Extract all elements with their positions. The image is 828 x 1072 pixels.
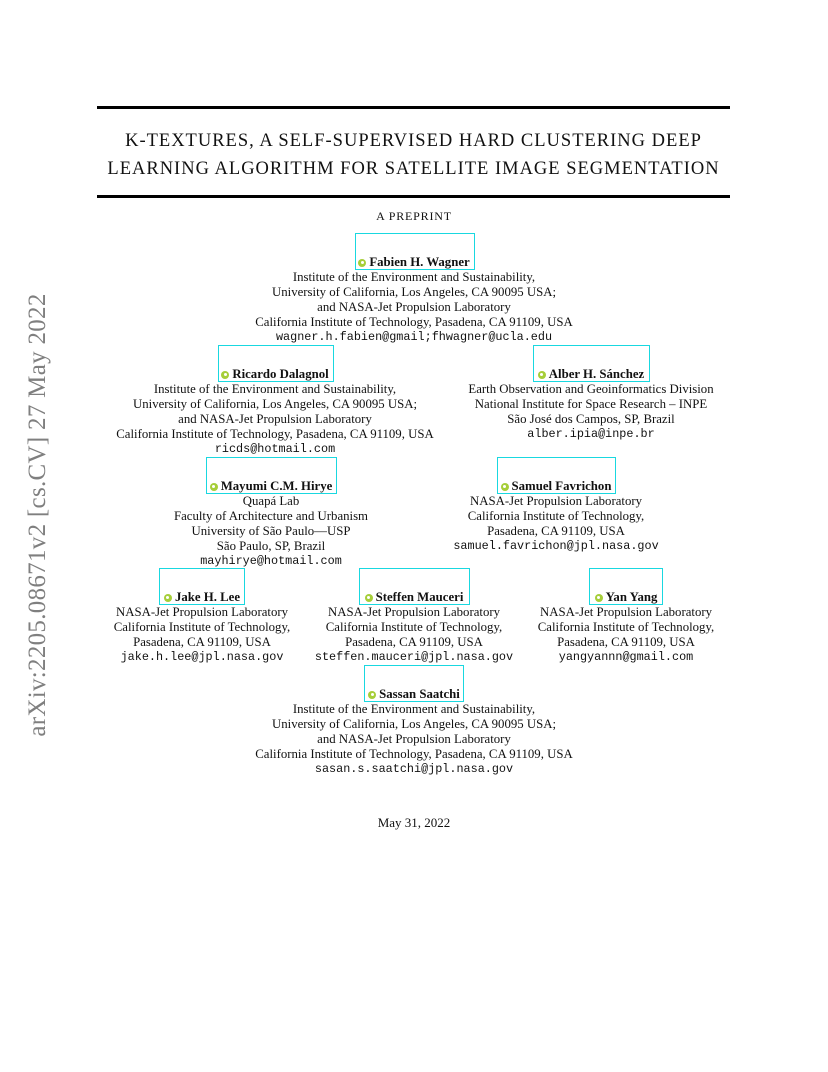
author-name: Sassan Saatchi — [379, 687, 460, 701]
affiliation-line: Earth Observation and Geoinformatics Division — [468, 382, 714, 396]
arxiv-identifier: arXiv:2205.08671v2 [cs.CV] 27 May 2022 — [24, 293, 51, 737]
orcid-icon[interactable] — [358, 259, 366, 267]
affiliation-line: Quapá Lab — [242, 494, 300, 508]
author-block-saatchi — [214, 687, 614, 777]
orcid-icon[interactable] — [538, 371, 546, 379]
orcid-icon[interactable] — [365, 594, 373, 602]
affiliation-line: and NASA-Jet Propulsion Laboratory — [317, 732, 511, 746]
author-email[interactable]: wagner.h.fabien@gmail;fhwagner@ucla.edu — [275, 330, 553, 344]
affiliation-line: NASA-Jet Propulsion Laboratory — [469, 494, 643, 508]
author-block-hirye — [126, 479, 416, 569]
affiliation-line: California Institute of Technology, — [325, 620, 503, 634]
orcid-icon[interactable] — [164, 594, 172, 602]
affiliation-line: Pasadena, CA 91109, USA — [557, 635, 695, 649]
affiliation-line: Institute of the Environment and Sustainability, — [153, 382, 397, 396]
arxiv-sidebar-stamp — [18, 270, 58, 760]
author-block-dalagnol — [85, 367, 465, 457]
author-block-sanchez — [446, 367, 736, 442]
author-email[interactable]: samuel.favrichon@jpl.nasa.gov — [453, 539, 659, 553]
affiliation-line: and NASA-Jet Propulsion Laboratory — [317, 300, 511, 314]
affiliation-line: Pasadena, CA 91109, USA — [345, 635, 483, 649]
affiliation-line: University of São Paulo—USP — [191, 524, 351, 538]
affiliation-line: University of California, Los Angeles, CA 90095 USA; — [133, 397, 417, 411]
affiliation-line: California Institute of Technology, — [537, 620, 715, 634]
affiliation-line: Institute of the Environment and Sustainability, — [292, 702, 536, 716]
affiliation-line: California Institute of Technology, Pasadena, CA 91109, USA — [255, 315, 573, 329]
title-line-2: LEARNING ALGORITHM FOR SATELLITE IMAGE SEGMENTATION — [107, 159, 720, 179]
orcid-icon[interactable] — [210, 483, 218, 491]
author-name: Alber H. Sánchez — [548, 367, 645, 381]
author-name: Mayumi C.M. Hirye — [220, 479, 333, 493]
author-block-lee — [97, 590, 307, 665]
affiliation-line: University of California, Los Angeles, CA 90095 USA; — [272, 717, 556, 731]
orcid-icon[interactable] — [595, 594, 603, 602]
title-rule-bottom — [97, 195, 730, 198]
affiliation-line: NASA-Jet Propulsion Laboratory — [539, 605, 713, 619]
author-name: Yan Yang — [605, 590, 658, 604]
orcid-icon[interactable] — [368, 691, 376, 699]
affiliation-line: California Institute of Technology, Pasadena, CA 91109, USA — [255, 747, 573, 761]
orcid-icon[interactable] — [221, 371, 229, 379]
affiliation-line: São José dos Campos, SP, Brazil — [507, 412, 675, 426]
author-block-mauceri — [309, 590, 519, 665]
affiliation-line: National Institute for Space Research – INPE — [474, 397, 708, 411]
affiliation-line: NASA-Jet Propulsion Laboratory — [327, 605, 501, 619]
affiliation-line: Institute of the Environment and Sustainability, — [292, 270, 536, 284]
publication-date: May 31, 2022 — [377, 815, 451, 830]
author-name: Jake H. Lee — [174, 590, 241, 604]
orcid-icon[interactable] — [501, 483, 509, 491]
affiliation-line: California Institute of Technology, — [467, 509, 645, 523]
affiliation-line: California Institute of Technology, Pasadena, CA 91109, USA — [116, 427, 434, 441]
preprint-label: A PREPRINT — [376, 209, 452, 223]
affiliation-line: California Institute of Technology, — [113, 620, 291, 634]
affiliation-line: NASA-Jet Propulsion Laboratory — [115, 605, 289, 619]
author-email[interactable]: mayhirye@hotmail.com — [200, 554, 342, 568]
paper-title — [97, 127, 730, 183]
author-name: Steffen Mauceri — [375, 590, 464, 604]
author-email[interactable]: steffen.mauceri@jpl.nasa.gov — [314, 650, 514, 664]
author-name: Ricardo Dalagnol — [232, 367, 329, 381]
author-block-yang — [521, 590, 731, 665]
affiliation-line: University of California, Los Angeles, CA 90095 USA; — [272, 285, 556, 299]
affiliation-line: Pasadena, CA 91109, USA — [133, 635, 271, 649]
affiliation-line: Pasadena, CA 91109, USA — [487, 524, 625, 538]
author-block-favrichon — [431, 479, 681, 554]
affiliation-line: and NASA-Jet Propulsion Laboratory — [178, 412, 372, 426]
title-rule-top — [97, 106, 730, 109]
affiliation-line: São Paulo, SP, Brazil — [216, 539, 326, 553]
author-block-wagner — [214, 255, 614, 345]
author-email[interactable]: yangyannn@gmail.com — [558, 650, 694, 664]
author-name: Samuel Favrichon — [511, 479, 612, 493]
author-name: Fabien H. Wagner — [369, 255, 470, 269]
author-email[interactable]: sasan.s.saatchi@jpl.nasa.gov — [314, 762, 514, 776]
author-email[interactable]: jake.h.lee@jpl.nasa.gov — [120, 650, 284, 664]
author-email[interactable]: alber.ipia@inpe.br — [527, 427, 655, 441]
affiliation-line: Faculty of Architecture and Urbanism — [173, 509, 369, 523]
title-line-1: K-TEXTURES, A SELF-SUPERVISED HARD CLUSTERING DEEP — [125, 131, 702, 151]
author-email[interactable]: ricds@hotmail.com — [214, 442, 336, 456]
